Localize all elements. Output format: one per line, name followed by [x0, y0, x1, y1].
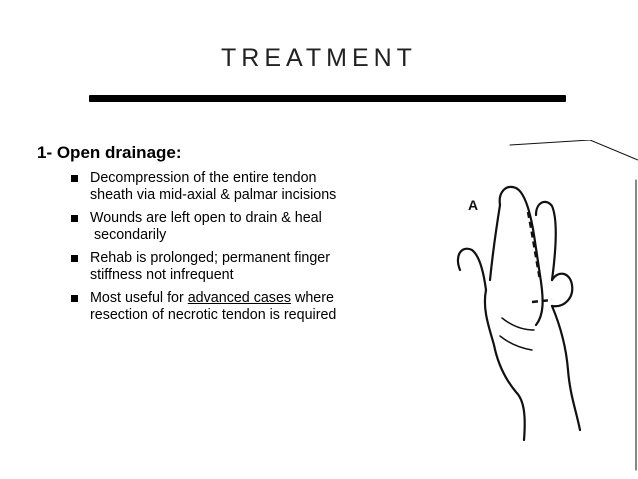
underlined-phrase: advanced cases	[187, 290, 292, 306]
square-bullet-icon	[71, 295, 78, 302]
bullet-text-line: Decompression of the entire tendon	[90, 170, 317, 186]
bullet-item	[70, 250, 390, 284]
bullet-item	[70, 290, 390, 324]
bullet-text-line: Rehab is prolonged; permanent finger	[90, 250, 331, 266]
section-heading: 1- Open drainage:	[37, 143, 182, 162]
bullet-text-line: Wounds are left open to drain & heal	[90, 210, 322, 226]
bullet-text-line: resection of necrotic tendon is required	[90, 307, 337, 323]
bullet-text-post: where	[291, 290, 334, 306]
bullet-text-line: stiffness not infrequent	[90, 267, 234, 283]
square-bullet-icon	[71, 175, 78, 182]
bullet-text-line: sheath via mid-axial & palmar incisions	[90, 187, 337, 203]
bullet-list	[70, 170, 390, 330]
bullet-item	[70, 170, 390, 204]
slide-title: TREATMENT	[221, 44, 417, 72]
hand-incision-illustration	[440, 140, 638, 475]
bullet-item	[70, 210, 390, 244]
figure-label-a: A	[468, 197, 479, 213]
square-bullet-icon	[71, 255, 78, 262]
title-underline-bar	[89, 95, 566, 102]
bullet-text-pre: Most useful for	[90, 290, 188, 306]
square-bullet-icon	[71, 215, 78, 222]
bullet-text-line: secondarily	[90, 227, 167, 243]
